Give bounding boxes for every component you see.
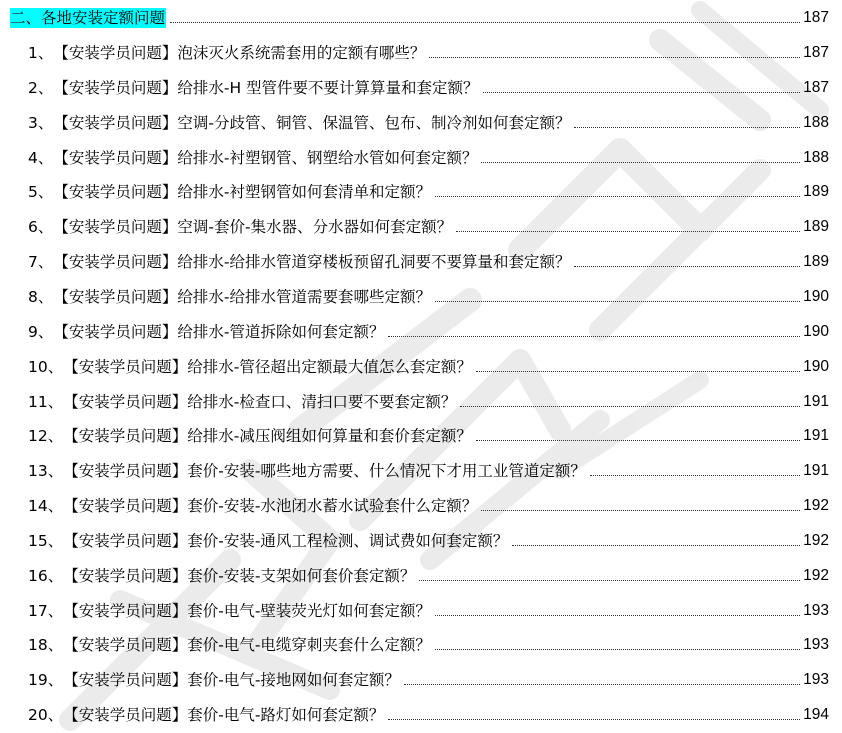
toc-entry[interactable] (28, 283, 829, 307)
toc-entry-page: 190 (803, 287, 829, 305)
toc-entry[interactable] (28, 701, 829, 725)
dot-leader (435, 196, 800, 197)
toc-entry-title: 【安装学员问题】套价-电气-壁装荧光灯如何套定额？ (63, 601, 431, 620)
dot-leader (388, 336, 800, 337)
toc-entry[interactable] (28, 248, 829, 272)
toc-entry-page: 193 (803, 671, 829, 689)
toc-entry[interactable] (28, 353, 829, 377)
toc-entry[interactable] (28, 422, 829, 446)
toc-entry-title: 【安装学员问题】套价-安装-支架如何套价套定额？ (63, 566, 416, 585)
toc-entry-number: 7、 (28, 253, 54, 272)
toc-heading-page: 187 (803, 9, 829, 26)
toc-entry-page: 187 (803, 78, 829, 96)
toc-entry-page: 187 (803, 44, 829, 61)
dot-leader (574, 127, 800, 128)
dot-leader (483, 92, 801, 93)
toc-entry[interactable] (28, 144, 829, 168)
toc-entry[interactable] (28, 457, 829, 481)
dot-leader (404, 684, 800, 685)
toc-entry-title: 【安装学员问题】泡沫灭火系统需套用的定额有哪些？ (53, 44, 426, 62)
toc-heading-label: 二、各地安装定额问题 (10, 9, 166, 27)
toc-entry-title: 【安装学员问题】空调-套价-集水器、分水器如何套定额？ (53, 218, 453, 237)
dot-leader (590, 475, 800, 476)
toc-entry[interactable] (28, 318, 829, 342)
toc-entry-title: 【安装学员问题】给排水-衬塑钢管、钢塑给水管如何套定额？ (53, 148, 478, 167)
toc-entry-number: 20、 (28, 706, 64, 725)
dot-leader (574, 266, 800, 267)
toc-entry-title: 【安装学员问题】套价-安装-通风工程检测、调试费如何套定额？ (63, 531, 509, 550)
toc-entry-page: 188 (803, 148, 829, 166)
toc-entry-page: 188 (803, 113, 829, 131)
toc-entry[interactable] (28, 213, 829, 237)
toc-entry-page: 189 (803, 253, 829, 271)
toc-entry-page: 194 (803, 706, 829, 724)
dot-leader (435, 649, 800, 650)
dot-leader (435, 615, 800, 616)
toc-entry-title: 【安装学员问题】套价-安装-水池闭水蓄水试验套什么定额？ (63, 497, 478, 516)
toc-entry-page: 192 (803, 531, 829, 549)
toc-entry[interactable] (28, 527, 829, 551)
toc-entry-number: 15、 (28, 531, 64, 550)
toc-entry[interactable] (28, 666, 829, 690)
toc-entry-page: 191 (803, 392, 829, 410)
toc-entry-number: 18、 (28, 636, 64, 655)
toc-entry-title: 【安装学员问题】套价-安装-哪些地方需要、什么情况下才用工业管道定额？ (63, 462, 586, 481)
dot-leader (481, 162, 800, 163)
toc-entry-number: 17、 (28, 601, 64, 620)
dot-leader (419, 580, 800, 581)
toc-entry-number: 1、 (28, 44, 54, 62)
toc-entry-page: 191 (803, 427, 829, 445)
dot-leader (456, 231, 800, 232)
toc-entry-number: 19、 (28, 671, 64, 690)
dot-leader (429, 57, 800, 58)
toc-entry-number: 8、 (28, 287, 54, 306)
dot-leader (435, 301, 800, 302)
toc-entry-title: 【安装学员问题】给排水-管道拆除如何套定额？ (53, 322, 385, 341)
dot-leader (476, 440, 800, 441)
toc-entry-number: 14、 (28, 497, 64, 516)
toc-entry-page: 190 (803, 357, 829, 375)
toc-entry[interactable] (28, 74, 829, 98)
toc-entry-title: 【安装学员问题】给排水-H 型管件要不要计算算量和套定额？ (53, 78, 479, 97)
toc-entry-number: 6、 (28, 218, 54, 237)
toc-entry-title: 【安装学员问题】给排水-检查口、清扫口要不要套定额？ (63, 392, 457, 411)
toc-entry-number: 5、 (28, 183, 54, 202)
toc-entry[interactable] (28, 562, 829, 586)
toc-entry-number: 3、 (28, 113, 54, 132)
toc-entry-page: 191 (803, 462, 829, 480)
toc-entry-title: 【安装学员问题】套价-电气-路灯如何套定额？ (63, 706, 385, 725)
toc-entry[interactable] (28, 109, 829, 133)
toc-entry-number: 10、 (28, 357, 64, 376)
dot-leader (512, 545, 800, 546)
toc-entry-number: 16、 (28, 566, 64, 585)
toc-entry-number: 9、 (28, 322, 54, 341)
toc-entry-number: 2、 (28, 78, 54, 97)
toc-entry[interactable] (28, 631, 829, 655)
dot-leader (460, 406, 800, 407)
dot-leader (481, 510, 800, 511)
dot-leader (388, 719, 800, 720)
toc-entry-title: 【安装学员问题】套价-电气-电缆穿刺夹套什么定额？ (63, 636, 431, 655)
toc-entry[interactable] (28, 597, 829, 621)
toc-heading[interactable] (10, 4, 829, 28)
toc-entry[interactable] (28, 388, 829, 412)
toc-entry-page: 192 (803, 566, 829, 584)
toc-entry-title: 【安装学员问题】给排水-给排水管道需要套哪些定额？ (53, 287, 431, 306)
toc-entry-number: 4、 (28, 148, 54, 167)
toc-entry-page: 189 (803, 183, 829, 201)
toc-entry[interactable] (28, 178, 829, 202)
toc-entry-page: 193 (803, 636, 829, 654)
toc-entry-title: 【安装学员问题】给排水-衬塑钢管如何套清单和定额？ (53, 183, 431, 202)
toc-entry-title: 【安装学员问题】套价-电气-接地网如何套定额？ (63, 671, 400, 690)
dot-leader (170, 22, 800, 23)
toc-entry-page: 193 (803, 601, 829, 619)
toc-entry-number: 12、 (28, 427, 64, 446)
toc-entry-title: 【安装学员问题】给排水-给排水管道穿楼板预留孔洞要不要算量和套定额？ (53, 253, 571, 272)
toc-entry[interactable] (28, 492, 829, 516)
toc-entry-page: 189 (803, 218, 829, 236)
toc-entry-page: 192 (803, 497, 829, 515)
toc-entry-number: 11、 (28, 392, 64, 411)
toc-entry-title: 【安装学员问题】空调-分歧管、铜管、保温管、包布、制冷剂如何套定额？ (53, 113, 571, 132)
toc-entry[interactable] (28, 39, 829, 63)
toc-entry-page: 190 (803, 322, 829, 340)
toc-entry-title: 【安装学员问题】给排水-管径超出定额最大值怎么套定额？ (63, 357, 472, 376)
dot-leader (476, 371, 800, 372)
toc-entry-number: 13、 (28, 462, 64, 481)
toc-entry-title: 【安装学员问题】给排水-减压阀组如何算量和套价套定额？ (63, 427, 472, 446)
